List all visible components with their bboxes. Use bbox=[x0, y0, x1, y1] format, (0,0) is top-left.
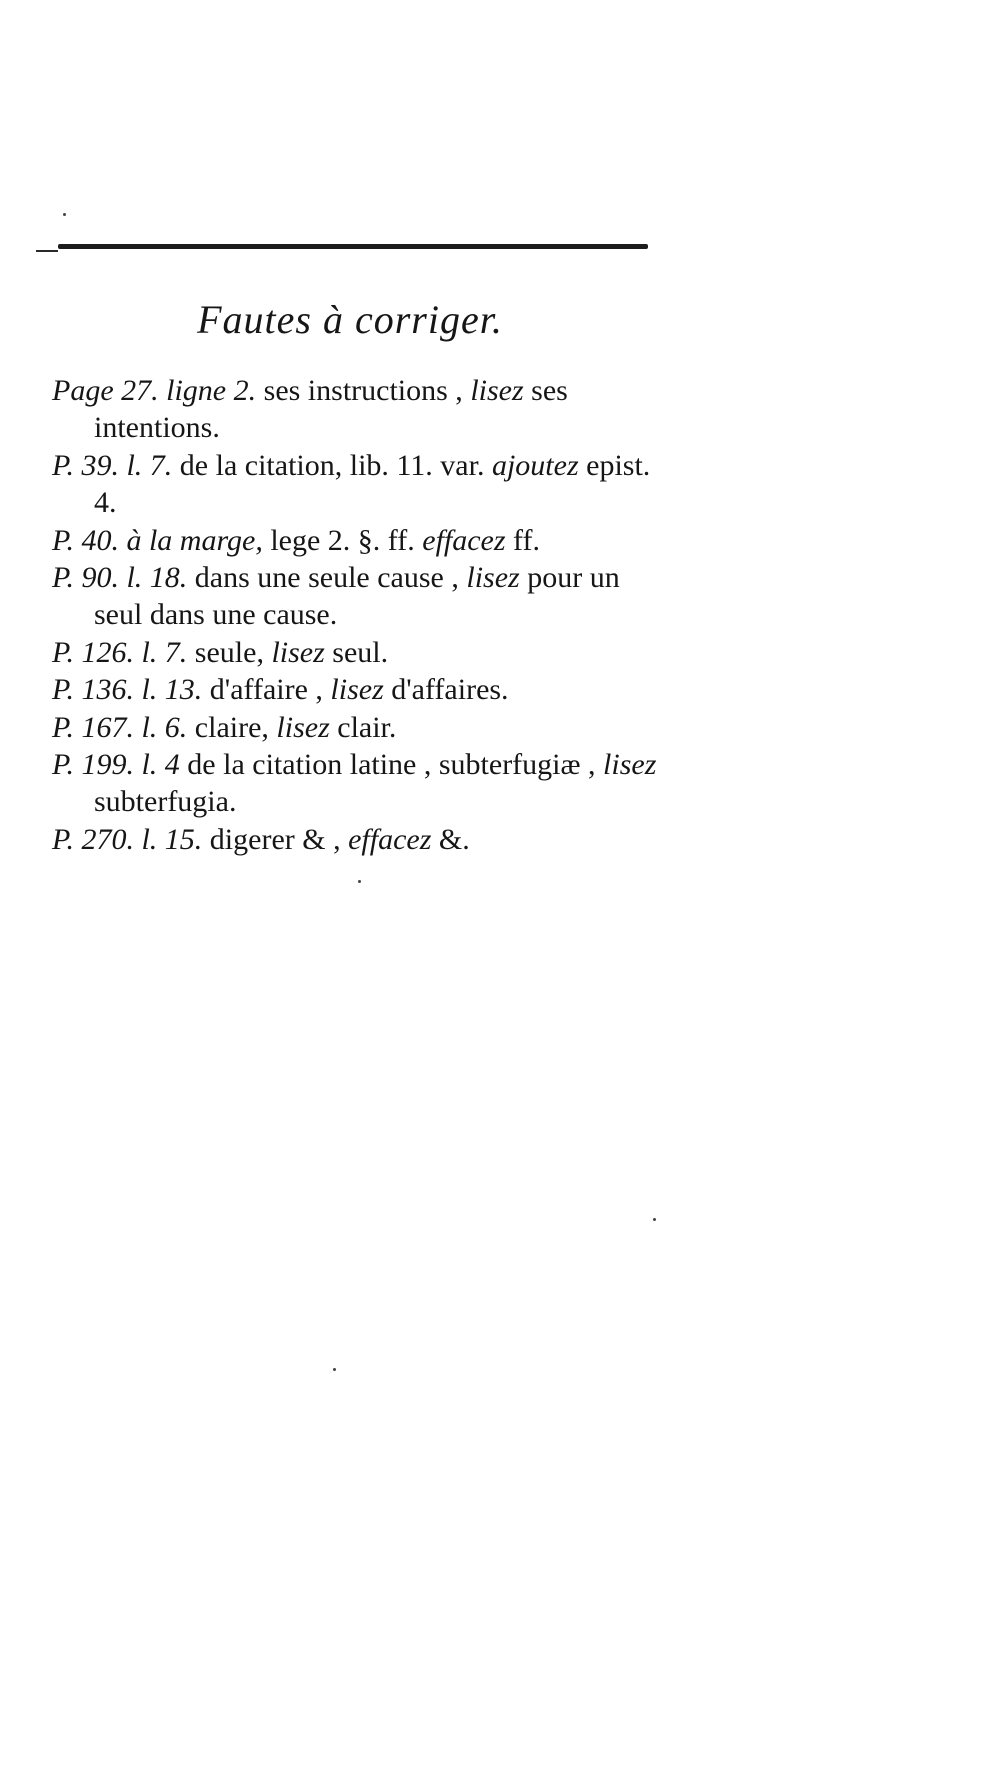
entry-reference: P. 39. l. 7. bbox=[52, 448, 173, 482]
entry-instruction: lisez bbox=[466, 561, 520, 595]
entry-reference: P. 126. l. 7. bbox=[52, 635, 188, 669]
errata-entry bbox=[52, 709, 657, 746]
print-speck bbox=[333, 1368, 336, 1371]
entry-text: de la citation latine , subterfugiæ , bbox=[179, 748, 604, 782]
entry-text: digerer & , bbox=[202, 822, 349, 856]
errata-entry bbox=[52, 372, 657, 447]
print-speck bbox=[653, 1218, 656, 1221]
entry-correction: &. bbox=[431, 822, 470, 856]
entry-correction: ses intentions. bbox=[94, 374, 568, 445]
entry-correction: epist. 4. bbox=[94, 448, 651, 520]
entry-reference: P. 40. à la marge, bbox=[52, 523, 263, 557]
entry-reference: P. 136. l. 13. bbox=[52, 673, 203, 707]
top-rule bbox=[58, 244, 648, 249]
errata-entry bbox=[52, 746, 657, 821]
page-title: Fautes à corriger. bbox=[197, 297, 503, 342]
entry-correction: seul. bbox=[324, 635, 389, 669]
entry-text: dans une seule cause , bbox=[187, 561, 467, 595]
entry-reference: Page 27. ligne 2. bbox=[52, 374, 257, 407]
entry-instruction: effacez bbox=[422, 523, 506, 557]
errata-entry bbox=[52, 634, 657, 671]
entry-correction: subterfugia. bbox=[94, 785, 237, 819]
entry-reference: P. 270. l. 15. bbox=[52, 822, 203, 856]
entry-instruction: ajoutez bbox=[491, 448, 579, 482]
entry-instruction: lisez bbox=[330, 673, 384, 707]
entry-text: ses instructions , bbox=[256, 374, 471, 407]
entry-text: claire, bbox=[187, 710, 277, 744]
errata-entry bbox=[52, 522, 657, 559]
entry-instruction: lisez bbox=[276, 710, 330, 744]
entry-correction: clair. bbox=[329, 710, 397, 744]
entry-instruction: lisez bbox=[271, 635, 325, 669]
errata-entry bbox=[52, 821, 657, 858]
entry-text: de la citation, lib. 11. var. bbox=[172, 448, 492, 482]
errata-list bbox=[52, 372, 657, 858]
entry-instruction: effacez bbox=[348, 822, 432, 856]
entry-reference: P. 199. l. 4 bbox=[52, 748, 180, 782]
entry-reference: P. 167. l. 6. bbox=[52, 710, 188, 744]
entry-correction: pour un seul dans une cause. bbox=[94, 561, 620, 632]
entry-text: d'affaire , bbox=[202, 673, 331, 707]
entry-correction: ff. bbox=[505, 523, 540, 557]
print-speck bbox=[358, 880, 361, 883]
print-speck bbox=[63, 213, 66, 216]
entry-text: seule, bbox=[187, 635, 272, 669]
entry-instruction: lisez bbox=[603, 748, 657, 782]
errata-entry bbox=[52, 559, 657, 634]
entry-correction: d'affaires. bbox=[383, 673, 509, 707]
entry-reference: P. 90. l. 18. bbox=[52, 561, 188, 595]
entry-instruction: lisez bbox=[470, 374, 524, 407]
errata-entry bbox=[52, 671, 657, 708]
top-rule-lead bbox=[36, 250, 58, 252]
entry-text: lege 2. §. ff. bbox=[262, 523, 423, 557]
errata-entry bbox=[52, 447, 657, 522]
